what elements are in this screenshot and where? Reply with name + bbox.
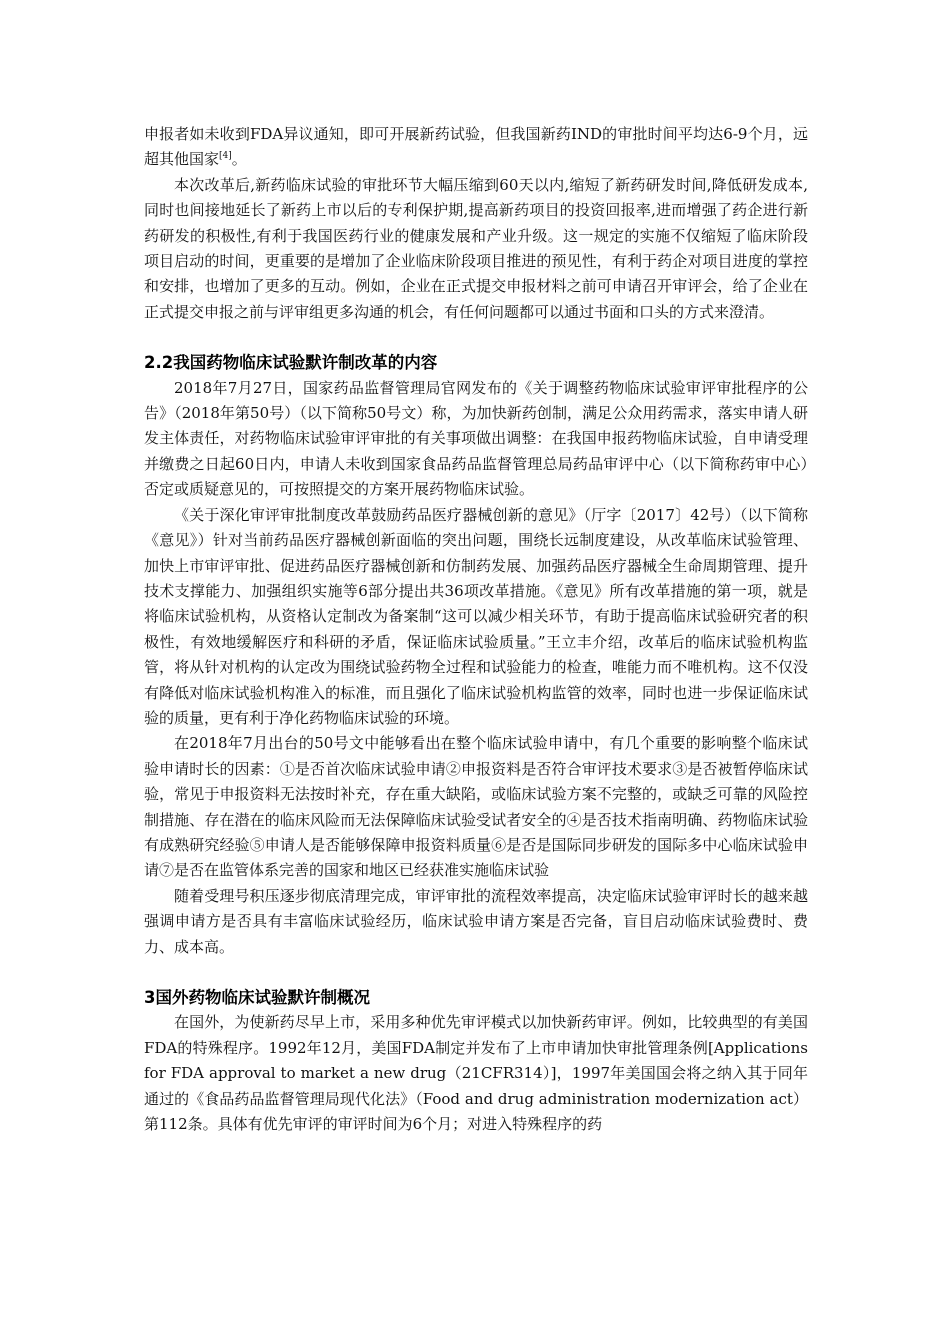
citation-ref: [4]: [219, 151, 232, 162]
document-page: [144, 122, 808, 1137]
paragraph-efficiency: 随着受理号积压逐步彻底清理完成，审评审批的流程效率提高，决定临床试验审评时长的越来越强调申请方是否具有丰富临床试验经历，临床试验申请方案是否完备，盲目启动临床试验费时、费力、成本高。: [144, 886, 808, 956]
paragraph-fda-ind: [144, 122, 808, 173]
paragraph-end: 。: [231, 150, 247, 169]
paragraph-factors: 在2018年7月出台的50号文中能够看出在整个临床试验申请中，有几个重要的影响整个临床试验申请时长的因素：①是否首次临床试验申请②申报资料是否符合审评技术要求③是否被暂停临床试验，常见于申报资料无法按时补充，存在重大缺陷，或临床试验方案不完整的，或缺乏可靠的风险控制措施、存在潜在的临床风险而无法保障临床试验受试者安全的④是否技术指南明确、药物临床试验有成熟研究经验⑤申请人是否能够保障申报资料质量⑥是否是国际同步研发的国际多中心临床试验申请⑦是否在监管体系完善的国家和地区已经获准实施临床试验: [144, 734, 808, 880]
section-gap: [144, 960, 808, 985]
paragraph-text: 申报者如未收到FDA异议通知，即可开展新药试验，但我国新药IND的审批时间平均达6-9个月，远超其他国家: [144, 125, 808, 169]
paragraph-opinions: 《关于深化审评审批制度改革鼓励药品医疗器械创新的意见》（厅字〔2017〕42号）（以下简称《意见》）针对当前药品医疗器械创新面临的突出问题，围绕长远制度建设，从改革临床试验管理、加快上市审评审批、促进药品医疗器械创新和仿制药发展、加强药品医疗器械全生命周期管理、提升技术支撑能力、加强组织实施等6部分提出共36项改革措施。《意见》所有改革措施的第一项，就是将临床试验机构，从资格认定制改为备案制“这可以减少相关环节，有助于提高临床试验研究者的积极性，有效地缓解医疗和科研的矛盾，保证临床试验质量。”王立丰介绍，改革后的临床试验机构监管，将从针对机构的认定改为围绕试验药物全过程和试验能力的检查，唯能力而不唯机构。这不仅没有降低对临床试验机构准入的标准，而且强化了临床试验机构监管的效率，同时也进一步保证临床试验的质量，更有利于净化药物临床试验的环境。: [144, 505, 808, 727]
paragraph-reform-effect: 本次改革后,新药临床试验的审批环节大幅压缩到60天以内,缩短了新药研发时间,降低研发成本,同时也间接地延长了新药上市以后的专利保护期,提高新药项目的投资回报率,进而增强了药企进行新药研发的积极性,有利于我国医药行业的健康发展和产业升级。这一规定的实施不仅缩短了临床阶段项目启动的时间，更重要的是增加了企业临床阶段项目推进的预见性，有利于药企对项目进度的掌控和安排，也增加了更多的互动。例如，企业在正式提交申报材料之前可申请召开审评会，给了企业在正式提交申报之前与评审组更多沟通的机会，有任何问题都可以通过书面和口头的方式来澄清。: [144, 175, 808, 321]
paragraph-foreign-overview: 在国外，为使新药尽早上市，采用多种优先审评模式以加快新药审评。例如，比较典型的有美国FDA的特殊程序。1992年12月，美国FDA制定并发布了上市申请加快审批管理条例[Applications for FDA approval to market a new drug（21CFR314）]，1997年美国国会将之纳入其于同年通过的《食品药品监督管理局现代化法》（Food and drug administration modernization act）第112条。具体有优先审评的审评时间为6个月；对进入特殊程序的药: [144, 1013, 808, 1134]
section-heading-2-2: 2.2我国药物临床试验默许制改革的内容: [144, 353, 438, 373]
paragraph-announcement-50: 2018年7月27日，国家药品监督管理局官网发布的《关于调整药物临床试验审评审批程序的公告》（2018年第50号）（以下简称50号文）称，为加快新药创制，满足公众用药需求，落实申请人研发主体责任，对药物临床试验审评审批的有关事项做出调整：在我国申报药物临床试验，自申请受理并缴费之日起60日内，申请人未收到国家食品药品监督管理总局药品审评中心（以下简称药审中心）否定或质疑意见的，可按照提交的方案开展药物临床试验。: [144, 378, 808, 499]
section-heading-3: 3国外药物临床试验默许制概况: [144, 988, 370, 1007]
section-gap: [144, 325, 808, 350]
